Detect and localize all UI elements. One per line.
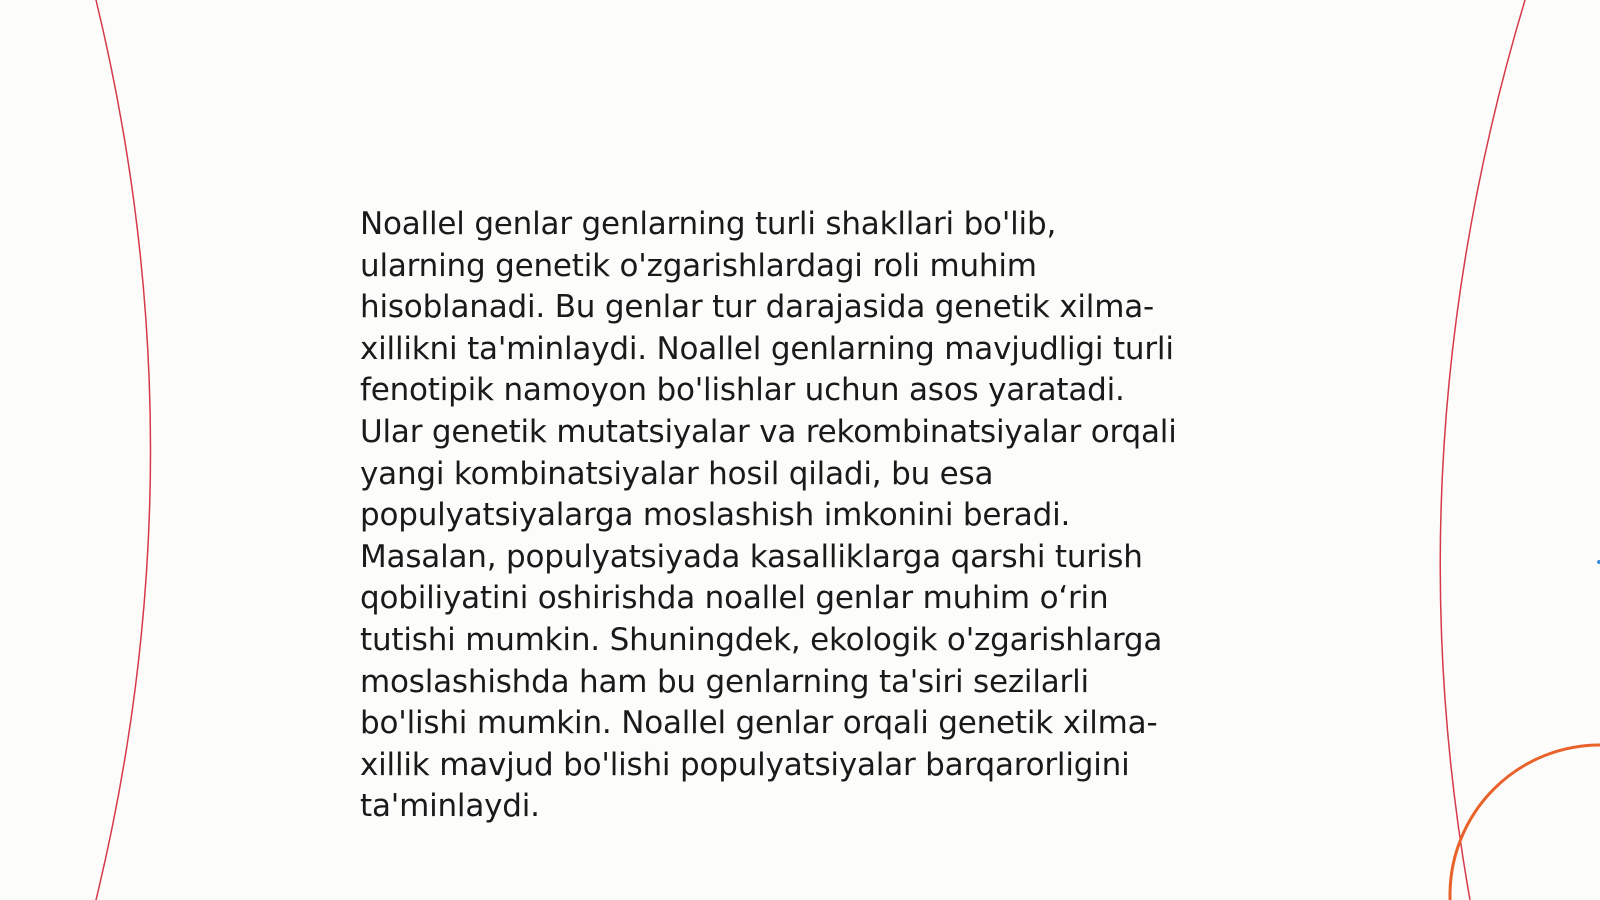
right-arc-line bbox=[1440, 0, 1525, 900]
orange-circle-outline bbox=[1450, 745, 1600, 900]
left-arc-line bbox=[96, 0, 151, 900]
body-text: Noallel genlar genlarning turli shakllari bo'lib, ularning genetik o'zgarishlardagi roli muhim hisoblanadi. Bu genlar tur darajasida genetik xilma- xillikni ta'minlaydi. Noallel genlarning mavjudligi turli fenotipik namoyon bo'lishlar uchun asos yaratadi. Ular genetik mutatsiyalar va rekombinatsiyalar orqali yangi kombinatsiyalar hosil qiladi, bu esa populyatsiyalarga moslashish imkonini beradi. Masalan, populyatsiyada kasalliklarga qarshi turish qobiliyatini oshirishda noallel genlar muhim o‘rin tutishi mumkin. Shuningdek, ekologik o'zgarishlarga moslashishda ham bu genlarning ta'siri sezilarli bo'lishi mumkin. Noallel genlar orqali genetik xilma- xillik mavjud bo'lishi populyatsiyalar barqarorligini ta'minlaydi. bbox=[360, 206, 1177, 825]
